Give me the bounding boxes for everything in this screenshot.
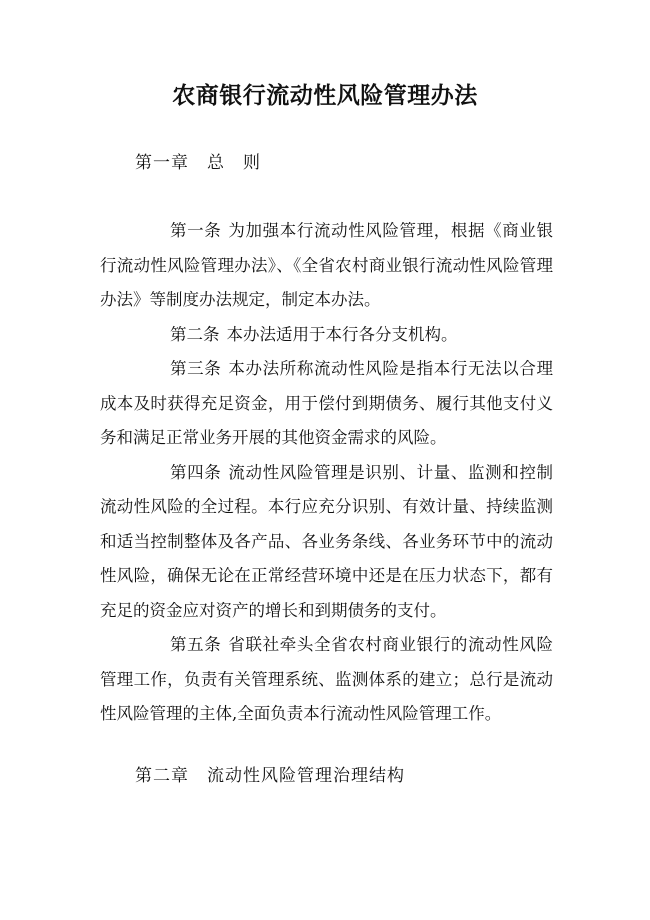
- article-5: [100, 628, 553, 732]
- article-1: [100, 214, 553, 318]
- article-text: 本办法所称流动性风险是指本行无法以合理成本及时获得充足资金，用于偿付到期债务、履行其他支付义务和满足正常业务开展的其他资金需求的风险。: [100, 359, 554, 447]
- chapter-1-body: [100, 214, 553, 732]
- article-text: 本办法适用于本行各分支机构。: [226, 324, 458, 344]
- article-text: 省联社牵头全省农村商业银行的流动性风险管理工作，负责有关管理系统、监测体系的建立；总行是流动性风险管理的主体,全面负责本行流动性风险管理工作。: [100, 635, 554, 723]
- article-2: [100, 318, 553, 353]
- article-4: [100, 456, 553, 629]
- article-text: 为加强本行流动性风险管理，根据《商业银行流动性风险管理办法》、《全省农村商业银行流动性风险管理办法》等制度办法规定，制定本办法。: [100, 221, 554, 309]
- article-text: 流动性风险管理是识别、计量、监测和控制流动性风险的全过程。本行应充分识别、有效计量、持续监测和适当控制整体及各产品、各业务条线、各业务环节中的流动性风险，确保无论在正常经营环境中还是在压力状态下，都有充足的资金应对资产的增长和到期债务的支付。: [100, 462, 554, 620]
- article-label: 第三条: [170, 359, 222, 378]
- chapter-heading: 第二章 流动性风险管理治理结构: [135, 766, 405, 786]
- article-label: 第五条: [170, 635, 222, 654]
- document-title: 农商银行流动性风险管理办法: [172, 83, 478, 109]
- chapter-heading: 第一章 总 则: [135, 153, 261, 173]
- article-label: 第四条: [170, 462, 222, 482]
- article-label: 第一条: [170, 221, 222, 240]
- article-3: [100, 352, 553, 456]
- article-label: 第二条: [170, 324, 220, 344]
